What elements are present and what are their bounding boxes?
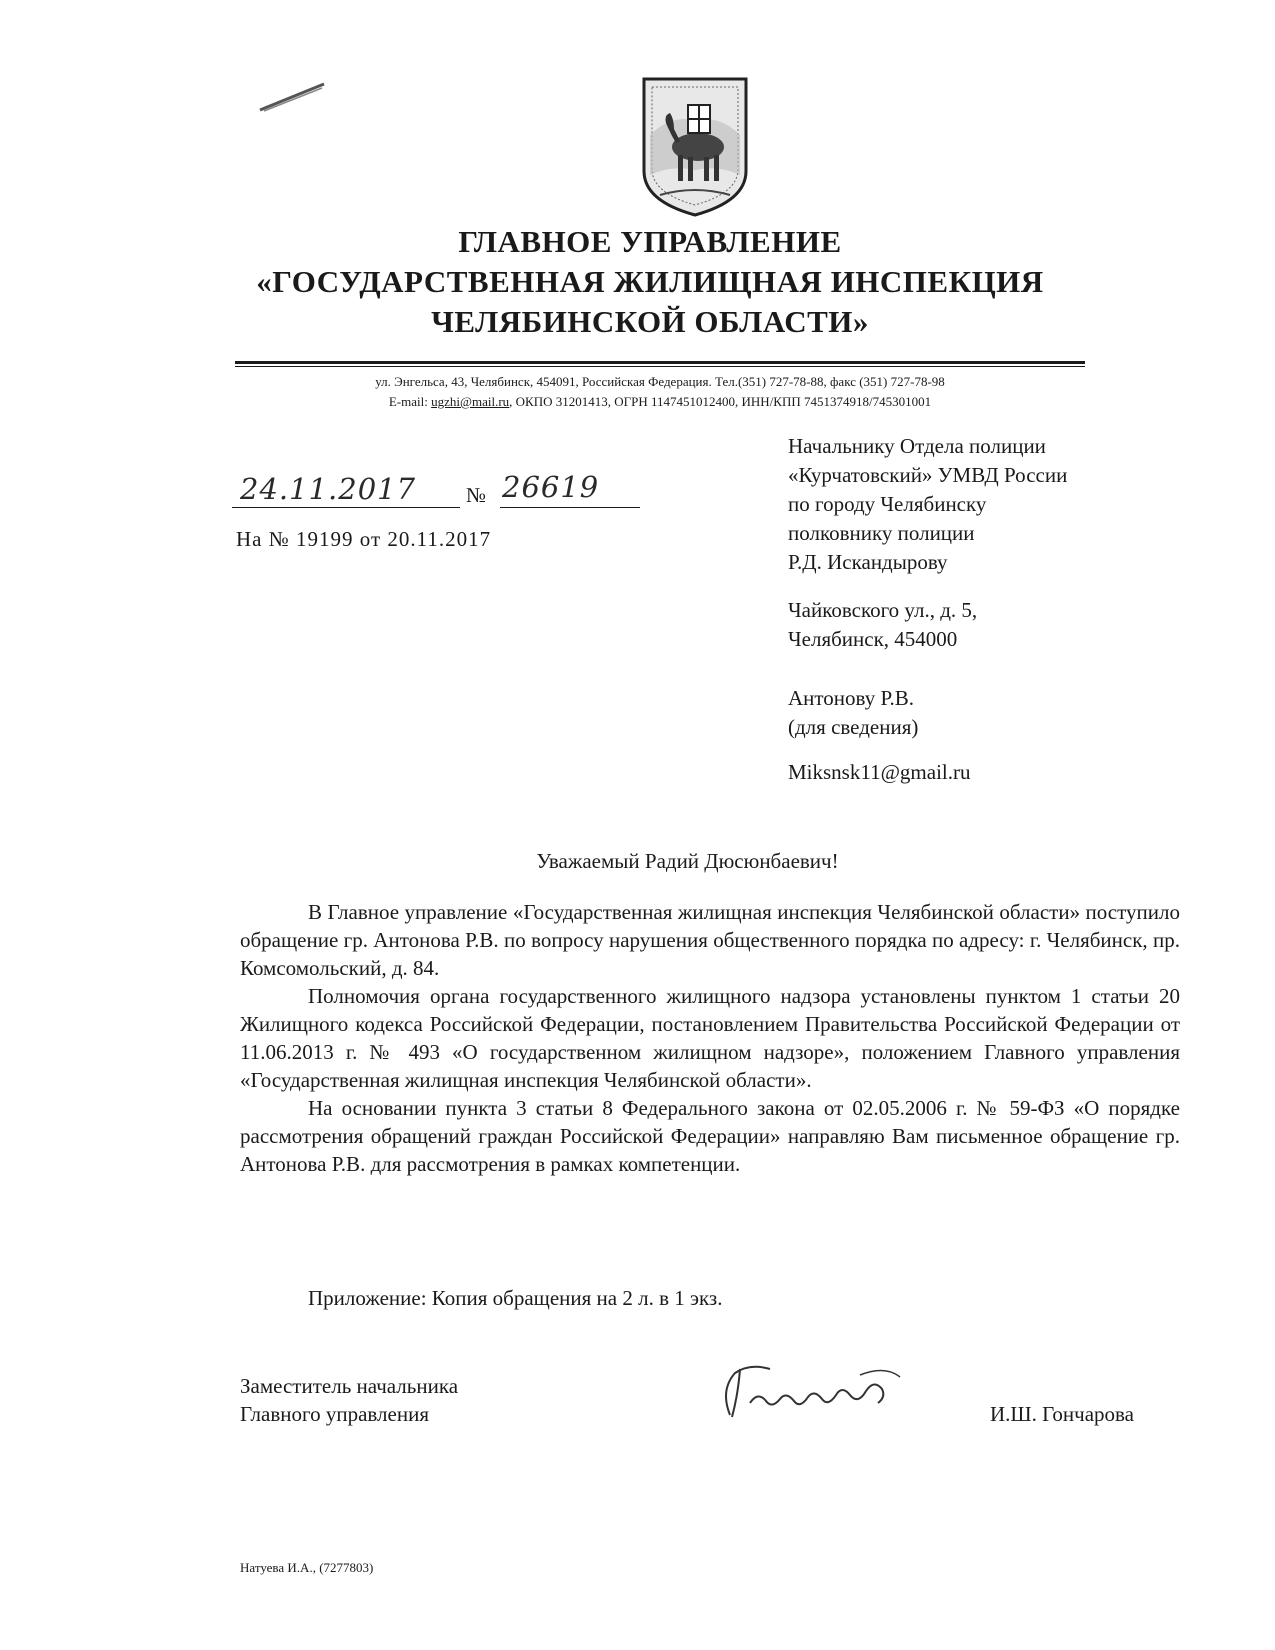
signer-name: И.Ш. Гончарова xyxy=(990,1402,1134,1426)
contact-details xyxy=(200,392,1120,412)
header-rule xyxy=(235,361,1085,364)
scan-mark xyxy=(258,80,328,115)
email-label: E-mail: xyxy=(388,394,432,409)
recipient-address xyxy=(788,596,1228,654)
handwritten-signature xyxy=(710,1355,910,1430)
org-title-line1: ГЛАВНОЕ УПРАВЛЕНИЕ xyxy=(458,224,842,259)
recipient-line: Р.Д. Искандырову xyxy=(788,550,948,574)
org-email-link[interactable]: ugzhi@mail.ru xyxy=(431,394,510,409)
recipient-email[interactable]: Miksnsk11@gmail.ru xyxy=(788,760,971,784)
registration-number: 26619 xyxy=(502,470,600,504)
coat-of-arms-icon xyxy=(640,75,750,217)
copy-name: Антонову Р.В. xyxy=(788,686,915,710)
copy-recipient xyxy=(788,684,1228,742)
recipient-line: по городу Челябинску xyxy=(788,492,987,516)
salutation: Уважаемый Радий Дюсюнбаевич! xyxy=(536,849,839,873)
number-sign: № xyxy=(466,483,487,507)
address-line: Чайковского ул., д. 5, xyxy=(788,598,978,622)
signer-position-line1: Заместитель начальника xyxy=(240,1374,459,1398)
recipient-block xyxy=(788,432,1228,577)
paragraph: В Главное управление «Государственная жилищная инспекция Челябинской области» поступило обращение гр. Антонова Р.В. по вопросу нарушения общественного порядка по адресу: г. Челябинск, пр. Комсомольский, д. 84. xyxy=(240,900,1180,980)
recipient-line: «Курчатовский» УМВД России xyxy=(788,463,1068,487)
address-line: Челябинск, 454000 xyxy=(788,627,958,651)
copy-note: (для сведения) xyxy=(788,715,919,739)
registry-codes: , ОКПО 31201413, ОГРН 1147451012400, ИНН/КПП 7451374918/745301001 xyxy=(509,394,932,409)
header-rule-thin xyxy=(235,366,1085,367)
signer-position-line2: Главного управления xyxy=(240,1402,429,1426)
letter-body xyxy=(240,898,1180,1178)
org-title-line2: «ГОСУДАРСТВЕННАЯ ЖИЛИЩНАЯ ИНСПЕКЦИЯ xyxy=(256,264,1044,299)
executor-info: Натуева И.А., (7277803) xyxy=(240,1560,374,1575)
date-underline xyxy=(232,507,460,508)
recipient-line: полковнику полиции xyxy=(788,521,975,545)
attachment-note: Приложение: Копия обращения на 2 л. в 1 экз. xyxy=(308,1286,723,1310)
org-title-line3: ЧЕЛЯБИНСКОЙ ОБЛАСТИ» xyxy=(431,304,869,339)
recipient-line: Начальнику Отдела полиции xyxy=(788,434,1046,458)
registration-date: 24.11.2017 xyxy=(240,472,417,506)
contact-address: ул. Энгельса, 43, Челябинск, 454091, Российская Федерация. Тел.(351) 727-78-88, факс (351) 727-78-98 xyxy=(375,374,945,389)
reference-number: На № 19199 от 20.11.2017 xyxy=(236,527,492,551)
paragraph: Полномочия органа государственного жилищного надзора установлены пунктом 1 статьи 20 Жилищного кодекса Российской Федерации, постановлением Правительства Российской Федерации от 11.06.2013 г. № 493 «О государственном жилищном надзоре», положением Главного управления «Государственная жилищная инспекция Челябинской области». xyxy=(240,984,1180,1092)
number-underline xyxy=(500,507,640,508)
paragraph: На основании пункта 3 статьи 8 Федерального закона от 02.05.2006 г. № 59-ФЗ «О порядке рассмотрения обращений граждан Российской Федерации» направляю Вам письменное обращение гр. Антонова Р.В. для рассмотрения в рамках компетенции. xyxy=(240,1096,1180,1176)
